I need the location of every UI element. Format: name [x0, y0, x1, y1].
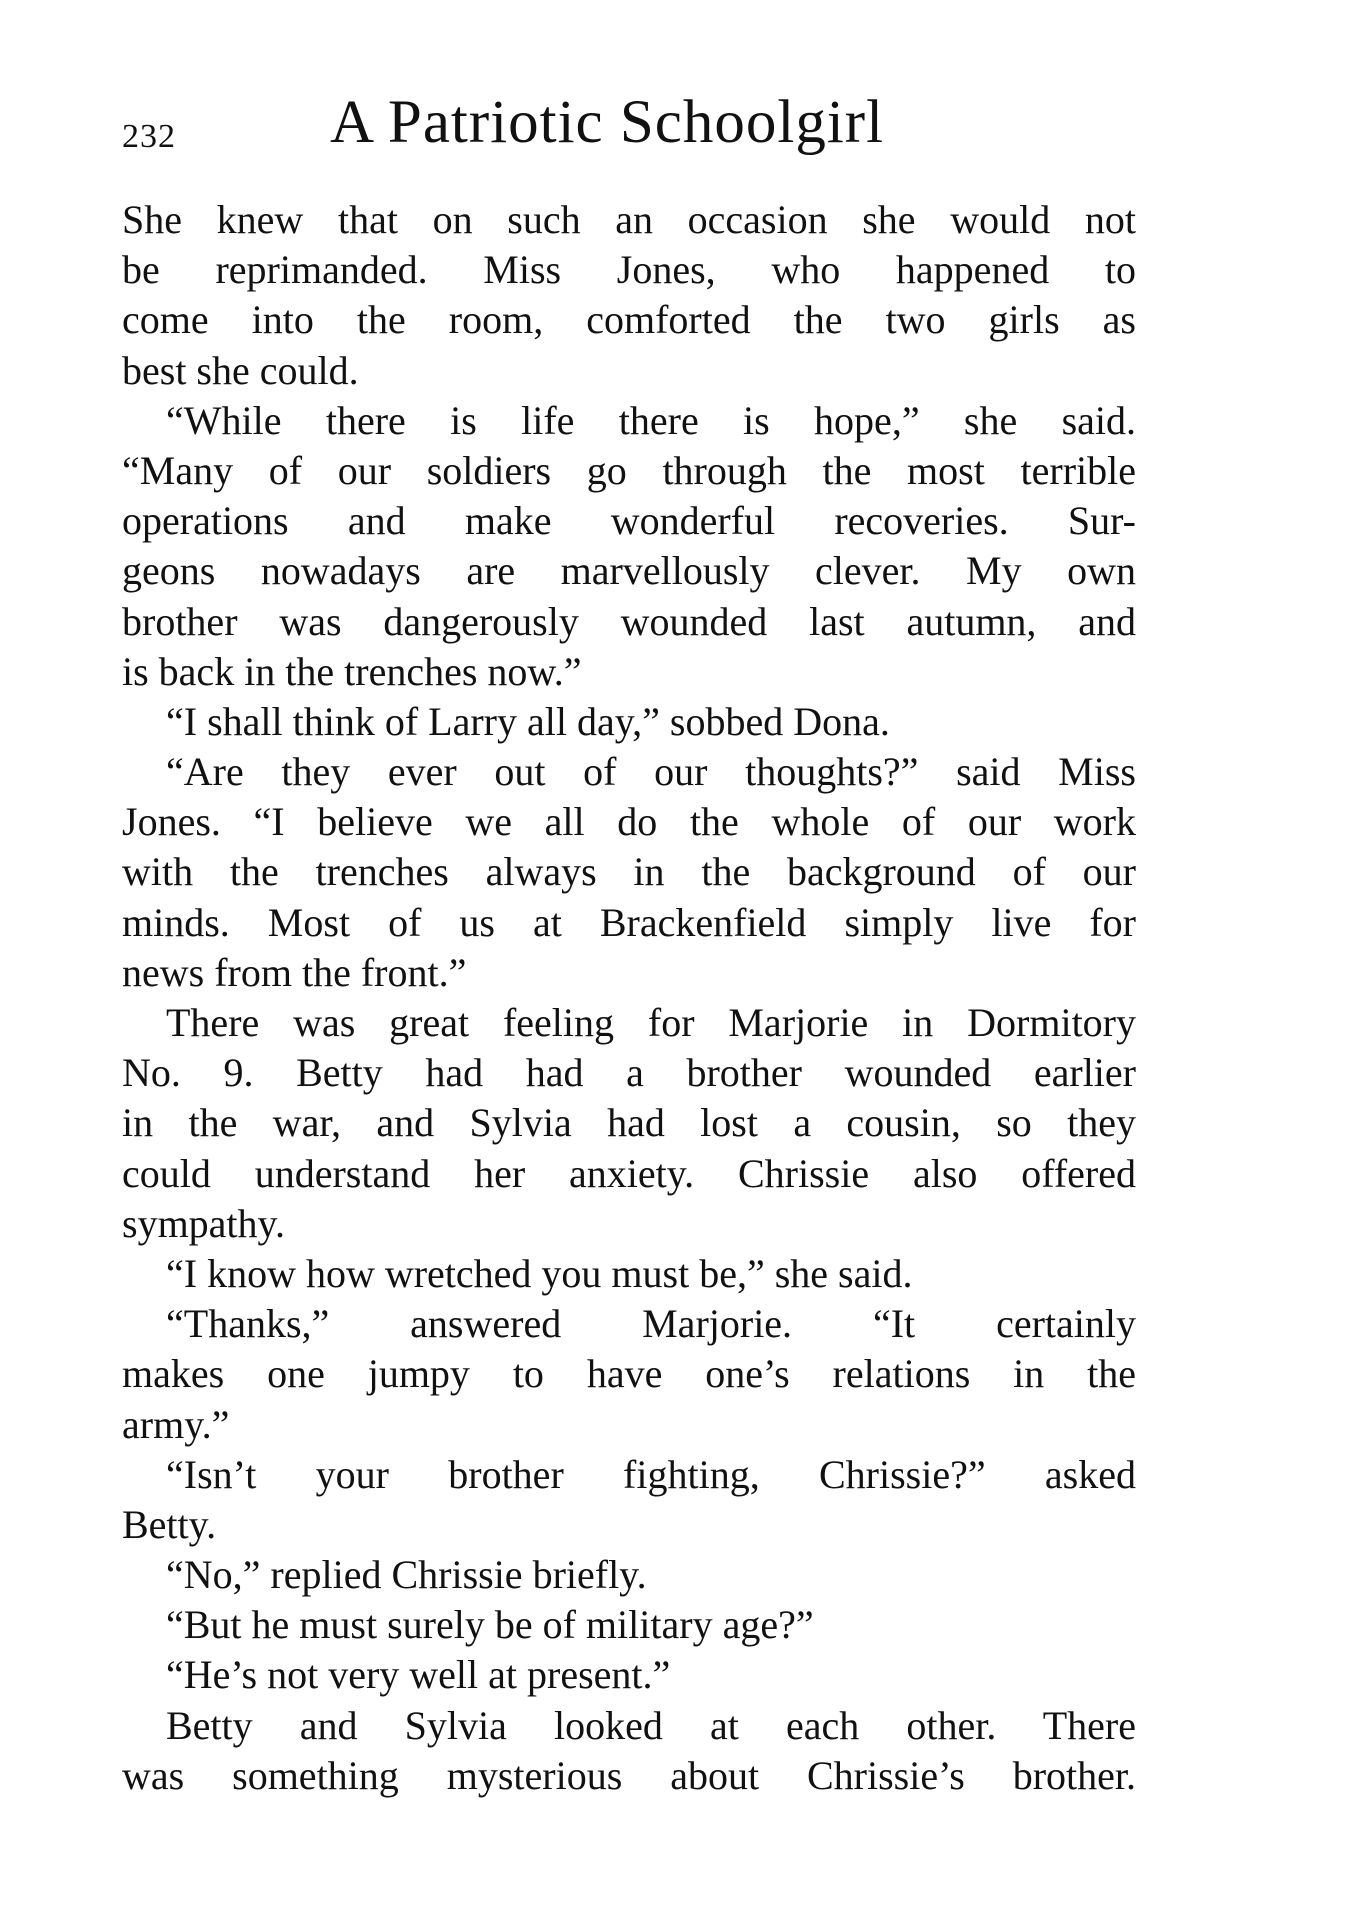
- text-line: Betty.: [122, 1501, 217, 1547]
- text-line: “But he must surely be of military age?”: [166, 1602, 814, 1648]
- text-line: geons nowadays are marvellously clever. My own: [122, 548, 1136, 594]
- text-line: “Isn’t your brother fighting, Chrissie?” asked: [166, 1451, 1136, 1497]
- text-line: “No,” replied Chrissie briefly.: [166, 1552, 647, 1598]
- text-line: sympathy.: [122, 1200, 285, 1246]
- text-line: There was great feeling for Marjorie in Dormitory: [166, 1000, 1136, 1045]
- text-line: “He’s not very well at present.”: [166, 1652, 671, 1698]
- text-line: She knew that on such an occasion she would not: [122, 197, 1136, 242]
- running-title: A Patriotic Schoolgirl: [330, 89, 885, 156]
- text-line: come into the room, comforted the two girls as: [122, 297, 1136, 343]
- text-line: be reprimanded. Miss Jones, who happened to: [122, 247, 1136, 293]
- page-number: 232: [122, 118, 176, 155]
- text-line: is back in the trenches now.”: [122, 648, 582, 694]
- text-line: “Thanks,” answered Marjorie. “It certainly: [166, 1301, 1136, 1347]
- body-text: [122, 195, 1136, 1801]
- text-line: minds. Most of us at Brackenfield simply live for: [122, 899, 1136, 945]
- text-line: operations and make wonderful recoveries. Sur-: [122, 498, 1136, 544]
- text-line: “I know how wretched you must be,” she said.: [166, 1250, 913, 1296]
- text-line: army.”: [122, 1401, 230, 1447]
- text-line: “I shall think of Larry all day,” sobbed Dona.: [166, 698, 890, 744]
- text-line: with the trenches always in the background of our: [122, 849, 1136, 895]
- text-line: “Many of our soldiers go through the most terrible: [122, 447, 1136, 493]
- text-line: in the war, and Sylvia had lost a cousin, so they: [122, 1100, 1136, 1146]
- text-line: Jones. “I believe we all do the whole of our work: [122, 799, 1136, 845]
- text-line: news from the front.”: [122, 949, 467, 995]
- text-line: makes one jumpy to have one’s relations in the: [122, 1351, 1136, 1397]
- page-header: [122, 88, 1142, 168]
- text-line: “Are they ever out of our thoughts?” said Miss: [166, 749, 1136, 795]
- text-line: Betty and Sylvia looked at each other. There: [166, 1702, 1136, 1748]
- text-line: No. 9. Betty had had a brother wounded earlier: [122, 1050, 1136, 1096]
- text-line: brother was dangerously wounded last autumn, and: [122, 598, 1136, 644]
- text-line: “While there is life there is hope,” she said.: [166, 397, 1136, 443]
- text-line: was something mysterious about Chrissie’s brother.: [122, 1752, 1136, 1798]
- text-line: could understand her anxiety. Chrissie also offered: [122, 1150, 1136, 1196]
- text-line: best she could.: [122, 347, 359, 393]
